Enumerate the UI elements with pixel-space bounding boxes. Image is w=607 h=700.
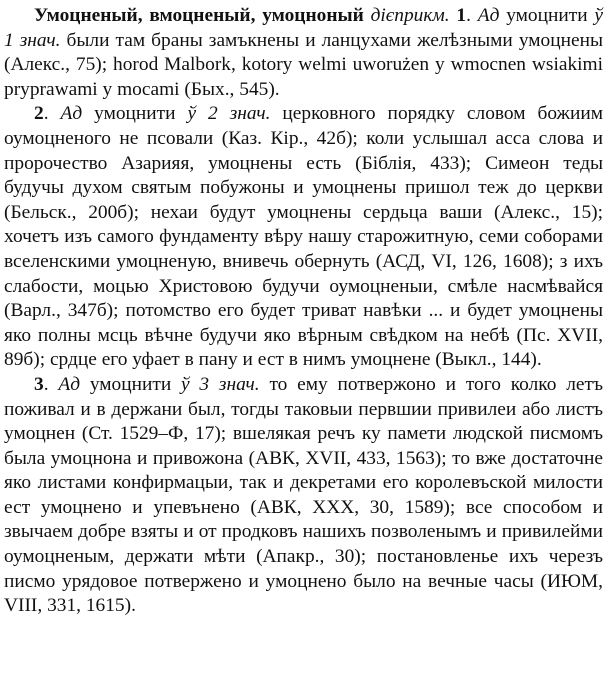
sense-number: 3 [34,373,44,395]
sense-lead-text: умоцнити [82,103,188,125]
sense-lead-text: умоцнити [499,5,595,26]
sense-number: 1 [456,5,467,26]
sense-lead: Ад [58,373,81,395]
sense-lead: Ад [60,103,83,125]
sense-lead: Ад [477,5,500,26]
sense-ref: ў 3 знач. [181,373,260,395]
entry-sense-3: 3. Ад умоцнити ў 3 знач. то ему потвержоно и того колко летъ поживал и в держани был, тогды таковыи первшии привилеи або листъ умоцнен (Ст. 1529–Ф, 17); вшелякая речъ ку памети людской писмомъ была умоцнона и привожона (АВК, XVII, 433, 1563); то вже достаточне яко листами конфирмацыи, так и декретами его королевъской милости ест умоцнено и упевънено (АВК, XXX, 30, 1589); все способом и звычаем добре взяты и от продковъ нашихъ позволенымъ и привилейми оумоцненым, держати мѣти (Апакр., 30); постановленье ихъ черезъ писмо урядовое потвержено и умоцнено было на вечные часы (ИЮМ, VIII, 331, 1615). [4,373,603,617]
sense-body: то ему потвержоно и того колко летъ поживал и в держани был, тогды таковыи первшии привилеи або листъ умоцнен (Ст. 1529–Ф, 17); вшелякая речъ ку памети людской писмомъ была умоцнона и привожона (АВК, XVII, 433, 1563); то вже достаточне яко листами конфирмацыи, так и декретами его королевъской милости ест умоцнено и упевънено (АВК, XXX, 30, 1589); все способом и звычаем добре взяты и от продковъ нашихъ позволенымъ и привилейми оумоцненым, держати мѣти (Апакр., 30); постановленье ихъ черезъ писмо урядовое потвержено и умоцнено было на вечные часы (ИЮМ, VIII, 331, 1615). [4,373,603,617]
sense-lead-text: умоцнити [80,373,182,395]
part-of-speech: дієприкм. [370,5,450,26]
headword: Умоцненый, вмоцненый, умоцноный [34,5,364,26]
sense-number: 2 [34,103,44,125]
sense-body: были там браны замъкнены и ланцухами желѣзными умоцнены (Алекс., 75); horod Malbork, kotory welmi uworużen y wmocnen wsiakimi pryprawami y mocami (Бых., 545). [4,29,603,100]
entry-sense-1: Умоцненый, вмоцненый, умоцноный дієприкм. 1. Ад умоцнити ў 1 знач. были там браны замъкнены и ланцухами желѣзными умоцнены (Алекс., 75); horod Malbork, kotory welmi uworużen y wmocnen wsiakimi pryprawami y mocami (Бых., 545). [4,5,603,100]
entry-sense-2: 2. Ад умоцнити ў 2 знач. церковного порядку словом божиим оумоцненого не псовали (Каз. Кір., 42б); коли услышал асса слова и пророчество Азарияя, умоцнены есть (Біблія, 433); Симеон теды будучы духом святым побужоны и умоцнены пришол теж до церкви (Бельск., 200б); нехаи будут умоцнены сердьца ваши (Алекс., 15); хочетъ изъ самого фундаменту вѣру нашу старожитную, семи соборами вселенскими умоцненую, внивечь обернуть (АСД, VI, 126, 1608); з ихъ слабости, моцью Христовою будучи оумоцненыи, смѣле насмѣвайся (Варл., 347б); потомство его будет триват навѣки ... и будет умоцнены яко полны мсць вѣчне будучи яко вѣрным свѣдком на небѣ (Пс. XVII, 89б); срдце его уфает в пану и ест в нимъ умоцнене (Выкл., 144). [4,103,603,371]
sense-ref: ў 1 знач. [4,5,603,51]
sense-body: церковного порядку словом божиим оумоцненого не псовали (Каз. Кір., 42б); коли услышал асса слова и пророчество Азарияя, умоцнены есть (Біблія, 433); Симеон теды будучы духом святым побужоны и умоцнены пришол теж до церкви (Бельск., 200б); нехаи будут умоцнены сердьца ваши (Алекс., 15); хочетъ изъ самого фундаменту вѣру нашу старожитную, семи соборами вселенскими умоцненую, внивечь обернуть (АСД, VI, 126, 1608); з ихъ слабости, моцью Христовою будучи оумоцненыи, смѣле насмѣвайся (Варл., 347б); потомство его будет триват навѣки ... и будет умоцнены яко полны мсць вѣчне будучи яко вѣрным свѣдком на небѣ (Пс. XVII, 89б); срдце его уфает в пану и ест в нимъ умоцнене (Выкл., 144). [4,103,603,371]
dictionary-page [4,4,603,619]
sense-ref: ў 2 знач. [187,103,271,125]
